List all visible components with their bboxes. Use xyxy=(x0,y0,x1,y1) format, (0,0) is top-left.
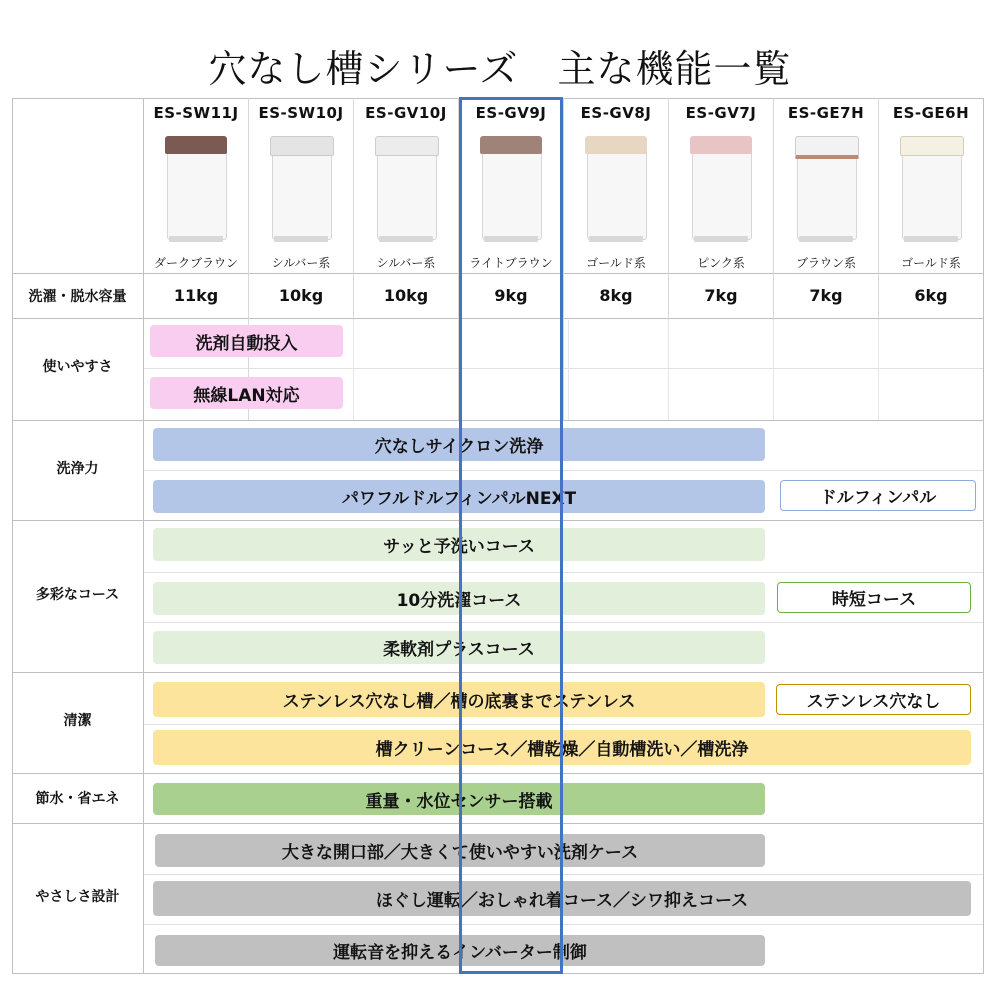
row-label-courses: 多彩なコース xyxy=(35,587,120,603)
page-title: 穴なし槽シリーズ 主な機能一覧 xyxy=(208,47,792,91)
feature-inverter: 運転音を抑えるインバーター制御 xyxy=(155,935,765,966)
row-label-hygiene: 清潔 xyxy=(63,713,92,729)
divider xyxy=(353,320,354,420)
feature-softener-plus: 柔軟剤プラスコース xyxy=(153,631,765,664)
divider xyxy=(143,924,984,925)
divider xyxy=(143,572,984,573)
selected-model-highlight xyxy=(459,97,563,974)
model-name: ES-GV7J xyxy=(685,104,757,122)
row-label-capacity: 洗濯・脱水容量 xyxy=(28,289,127,305)
capacity-value: 10kg xyxy=(383,286,429,305)
model-name: ES-GE6H xyxy=(892,104,970,122)
feature-wireless-lan: 無線LAN対応 xyxy=(150,377,343,409)
divider xyxy=(878,320,879,420)
feature-large-opening: 大きな開口部／大きくて使いやすい洗剤ケース xyxy=(155,834,765,867)
color-label: シルバー系 xyxy=(271,256,331,270)
model-name: ES-SW11J xyxy=(153,104,239,122)
divider xyxy=(143,470,984,471)
divider xyxy=(568,320,569,420)
color-label: ピンク系 xyxy=(697,256,745,270)
divider xyxy=(143,98,144,974)
model-name: ES-GE7H xyxy=(787,104,865,122)
row-label-eco: 節水・省エネ xyxy=(35,791,120,807)
color-label: ゴールド系 xyxy=(586,256,646,270)
row-label-gentle: やさしさ設計 xyxy=(35,889,120,905)
row-label-usability: 使いやすさ xyxy=(42,359,113,375)
color-label: ブラウン系 xyxy=(795,256,856,270)
washer-image xyxy=(795,134,857,244)
color-label: ゴールド系 xyxy=(901,256,961,270)
feature-tub-clean: 槽クリーンコース／槽乾燥／自動槽洗い／槽洗浄 xyxy=(153,730,971,765)
row-label-cleaning-power: 洗浄力 xyxy=(56,461,99,477)
washer-image xyxy=(270,134,332,244)
feature-dolphin-next: パワフルドルフィンパルNEXT xyxy=(153,480,765,513)
color-label: シルバー系 xyxy=(376,256,436,270)
divider xyxy=(143,874,984,875)
model-name: ES-GV10J xyxy=(365,104,447,122)
divider xyxy=(143,622,984,623)
washer-image xyxy=(375,134,437,244)
color-label: ライトブラウン xyxy=(469,256,553,270)
capacity-value: 7kg xyxy=(704,286,738,305)
washer-image xyxy=(585,134,647,244)
model-name: ES-GV9J xyxy=(475,104,547,122)
divider xyxy=(668,320,669,420)
model-name: ES-GV8J xyxy=(580,104,652,122)
feature-short-course: 時短コース xyxy=(777,582,971,613)
model-name: ES-SW10J xyxy=(258,104,344,122)
capacity-value: 11kg xyxy=(173,286,219,305)
feature-ten-min: 10分洗濯コース xyxy=(153,582,765,615)
feature-cyclone: 穴なしサイクロン洗浄 xyxy=(153,428,765,461)
divider xyxy=(143,724,984,725)
capacity-value: 8kg xyxy=(599,286,633,305)
capacity-value: 9kg xyxy=(494,286,528,305)
feature-stainless-no-hole: ステンレス穴なし xyxy=(776,684,971,715)
feature-quick-rinse: サッと予洗いコース xyxy=(153,528,765,561)
feature-sensor: 重量・水位センサー搭載 xyxy=(153,783,765,815)
divider xyxy=(983,98,984,974)
washer-image xyxy=(900,134,962,244)
washer-image xyxy=(165,134,227,244)
divider xyxy=(773,320,774,420)
washer-image xyxy=(690,134,752,244)
feature-auto-detergent: 洗剤自動投入 xyxy=(150,325,343,357)
capacity-value: 6kg xyxy=(914,286,948,305)
feature-loosen: ほぐし運転／おしゃれ着コース／シワ抑えコース xyxy=(153,881,971,916)
color-label: ダークブラウン xyxy=(153,256,238,270)
feature-stainless-tub: ステンレス穴なし槽／槽の底裏までステンレス xyxy=(153,682,765,717)
divider xyxy=(12,98,13,974)
feature-dolphin: ドルフィンパル xyxy=(780,480,976,511)
capacity-value: 7kg xyxy=(809,286,843,305)
capacity-value: 10kg xyxy=(278,286,324,305)
